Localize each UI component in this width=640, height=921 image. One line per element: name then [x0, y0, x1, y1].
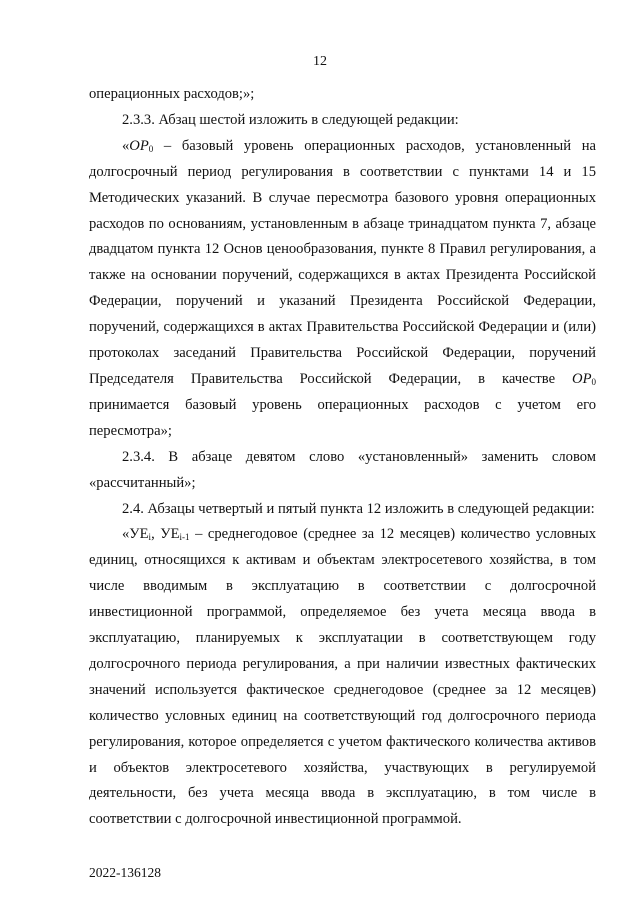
- symbol-ue-subscript-i-1: i-1: [179, 532, 190, 543]
- symbol-ue-separator: , УЕ: [151, 526, 180, 543]
- symbol-op-inline: OP: [572, 370, 592, 387]
- quote-open: «: [122, 137, 130, 154]
- paragraph-2: 2.3.3. Абзац шестой изложить в следующей редакции:: [122, 111, 459, 128]
- symbol-ue-subscript-i: i: [148, 532, 152, 543]
- paragraph-5: 2.4. Абзацы четвертый и пятый пункта 12 изложить в следующей редакции:: [122, 500, 595, 517]
- paragraph-6: [89, 522, 596, 833]
- page-number: 12: [313, 54, 327, 69]
- symbol-op: OP: [129, 137, 149, 154]
- document-body: [89, 82, 596, 833]
- symbol-ue: «УЕ: [122, 526, 149, 543]
- paragraph-6-body: – среднегодовое (среднее за 12 месяцев) количество условных единиц, относящихся к активам и объектам электросетевого хозяйства, в том числе вводимым в эксплуатацию в соответствии с долгосрочной инвестиционной программой, определяемое без учета месяца ввода в эксплуатацию, планируемых к эксплуатации в соответствующем году долгосрочного периода регулирования, а при наличии известных фактических значений используется фактическое среднегодовое (среднее за 12 месяцев) количество условных единиц на соответствующий год долгосрочного периода регулирования, которое определяется с учетом фактического количества активов и объектов электросетевого хозяйства, участвующих в регулируемой деятельности, без учета месяца ввода в эксплуатацию, в том числе в соответствии с долгосрочной инвестиционной программой.: [89, 526, 597, 828]
- paragraph-3-body: на долгосрочный период регулирования в соответствии с пунктами 14 и 15 Методических указаний. В случае пересмотра базового уровня операционных расходов по основаниям, установленным в абзаце тринадцатом пункта 7, абзаце двадцатом пункта 12 Основ ценообразования, пункте 8 Правил регулирования, а также на основании поручений, содержащихся в актах Президента Российской Федерации, поручений и указаний Президента Российской Федерации, поручений, содержащихся в актах Правительства Российской Федерации и (или) протоколах заседаний Правительства Российской Федерации, поручений Председателя Правительства Российской Федерации, в качестве: [89, 137, 596, 387]
- paragraph-3: [89, 134, 596, 445]
- symbol-op-subscript: 0: [148, 143, 154, 154]
- paragraph-1: операционных расходов;»;: [89, 86, 255, 102]
- paragraph-4: 2.3.4. В абзаце девятом слово «установленный» заменить словом «рассчитанный»;: [89, 448, 596, 491]
- paragraph-3-line1: – базовый уровень операционных расходов, установленный: [153, 137, 572, 154]
- symbol-op-inline-subscript: 0: [591, 376, 596, 387]
- paragraph-3-end: принимается базовый уровень операционных расходов с учетом его пересмотра»;: [89, 396, 596, 439]
- document-code: 2022-136128: [89, 865, 161, 880]
